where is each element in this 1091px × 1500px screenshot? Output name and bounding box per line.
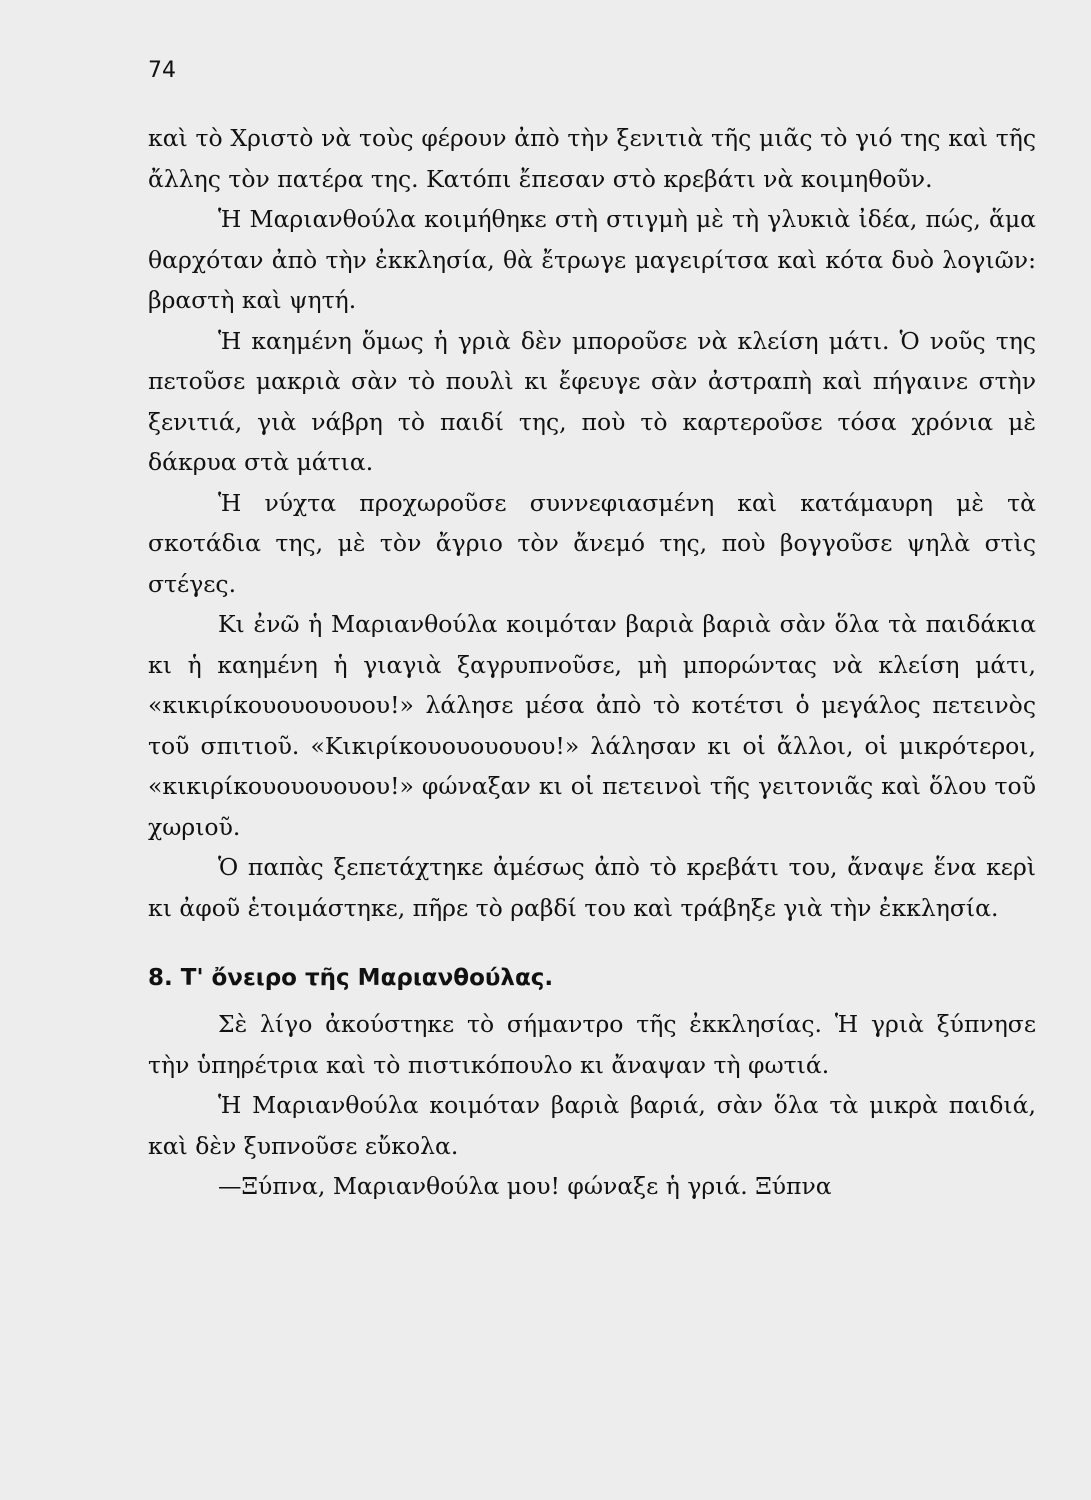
paragraph: Κι ἐνῶ ἡ Μαριανθούλα κοιμόταν βαριὰ βαριὰ σὰν ὅλα τὰ παιδάκια κι ἡ καημένη ἡ γιαγιὰ ξαγρυπνοῦσε, μὴ μπορώντας νὰ κλείση μάτι, «κικιρίκουουουουου!» λάλησε μέσα ἀπὸ τὸ κοτέτσι ὁ μεγάλος πετεινὸς τοῦ σπιτιοῦ. «Κικιρίκουουουουου!» λάλησαν κι οἱ ἄλλοι, οἱ μικρότεροι, «κικιρίκουουουουου!» φώναξαν κι οἱ πετεινοὶ τῆς γειτονιᾶς καὶ ὅλου τοῦ χωριοῦ. [148, 610, 1036, 841]
section-number: 8. [148, 965, 173, 991]
paragraph: Ἡ νύχτα προχωροῦσε συννεφιασμένη καὶ κατάμαυρη μὲ τὰ σκοτάδια της, μὲ τὸν ἄγριο τὸν ἄνεμό της, ποὺ βογγοῦσε ψηλὰ στὶς στέγες. [148, 488, 1036, 598]
paragraph: Ἡ Μαριανθούλα κοιμόταν βαριὰ βαριά, σὰν ὅλα τὰ μικρὰ παιδιά, καὶ δὲν ξυπνοῦσε εὔκολα. [148, 1091, 1036, 1160]
paragraph: Ἡ Μαριανθούλα κοιμήθηκε στὴ στιγμὴ μὲ τὴ γλυκιὰ ἰδέα, πώς, ἅμα θαρχόταν ἀπὸ τὴν ἐκκλησία, θὰ ἔτρωγε μαγειρίτσα καὶ κότα δυὸ λογιῶν: βραστὴ καὶ ψητή. [148, 205, 1036, 314]
paragraph: Ἡ καημένη ὅμως ἡ γριὰ δὲν μποροῦσε νὰ κλείση μάτι. Ὁ νοῦς της πετοῦσε μακριὰ σὰν τὸ πουλὶ κι ἔφευγε σὰν ἀστραπὴ καὶ πήγαινε στὴν ξενιτιά, γιὰ νάβρη τὸ παιδί της, ποὺ τὸ καρτεροῦσε τόσα χρόνια μὲ δάκρυα στὰ μάτια. [148, 326, 1036, 476]
paragraph: Σὲ λίγο ἀκούστηκε τὸ σήμαντρο τῆς ἐκκλησίας. Ἡ γριὰ ξύπνησε τὴν ὑπηρέτρια καὶ τὸ πιστικόπουλο κι ἄναψαν τὴ φωτιά. [148, 1010, 1036, 1079]
section-heading [148, 958, 1036, 998]
section-title: Τ' ὄνειρο τῆς Μαριανθούλας. [180, 965, 554, 991]
page-number: 74 [148, 58, 176, 83]
paragraph-continued: καὶ τὸ Χριστὸ νὰ τοὺς φέρουν ἀπὸ τὴν ξενιτιὰ τῆς μιᾶς τὸ γιό της καὶ τῆς ἄλλης τὸν πατέρα της. Κατόπι ἔπεσαν στὸ κρεβάτι νὰ κοιμηθοῦν. [148, 124, 1036, 193]
paragraph: Ὁ παπὰς ξεπετάχτηκε ἀμέσως ἀπὸ τὸ κρεβάτι του, ἄναψε ἕνα κερὶ κι ἀφοῦ ἑτοιμάστηκε, πῆρε τὸ ραβδί του καὶ τράβηξε γιὰ τὴν ἐκκλησία. [148, 853, 1036, 922]
page-body [148, 118, 1036, 1207]
paragraph-continues: —Ξύπνα, Μαριανθούλα μου! φώναξε ἡ γριά. Ξύπνα [218, 1172, 832, 1200]
